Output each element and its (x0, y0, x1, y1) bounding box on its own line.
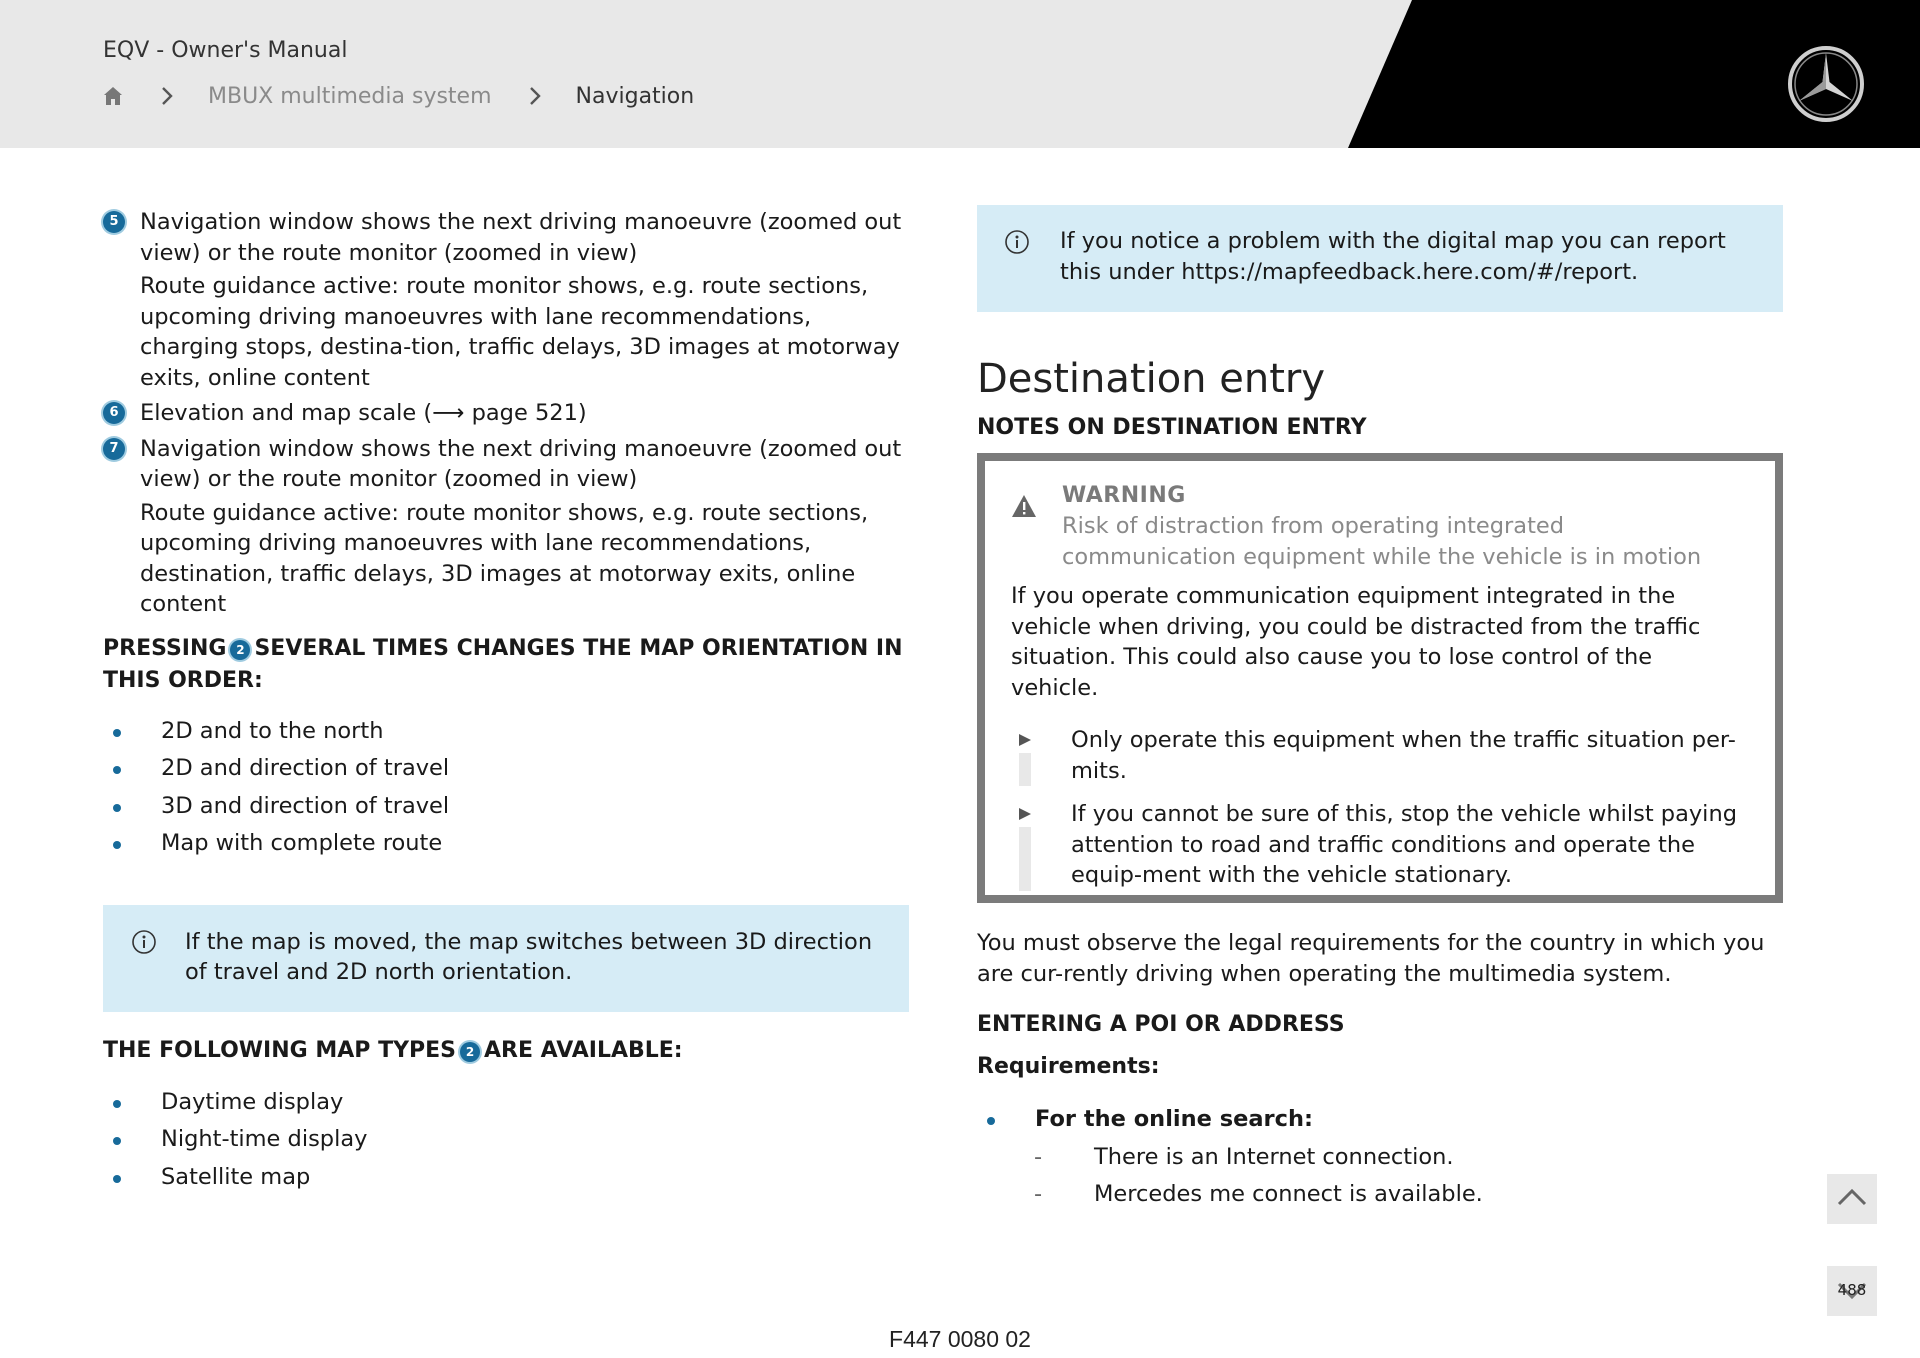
item-text-link[interactable]: Elevation and map scale (⟶ page 521) (140, 400, 587, 426)
map-types-list (103, 1084, 913, 1197)
orientation-list (103, 713, 913, 863)
document-title: EQV - Owner's Manual (103, 38, 348, 63)
sub-list-item: - Mercedes me connect is available. (977, 1176, 1783, 1214)
list-item: Satellite map (103, 1159, 913, 1197)
header (0, 0, 1920, 148)
breadcrumb-item-navigation: Navigation (575, 83, 695, 109)
pressing-heading: PRESSING 2 SEVERAL TIMES CHANGES THE MAP ORIENTATION IN THIS ORDER: (103, 635, 903, 693)
numbered-item (103, 207, 913, 393)
warning-header (1011, 481, 1739, 572)
info-icon (1004, 229, 1030, 255)
warning-step-text: Only operate this equipment when the traffic situation per-mits. (1071, 727, 1736, 784)
info-note (103, 905, 909, 1012)
notes-heading: NOTES ON DESTINATION ENTRY (977, 415, 1367, 440)
warning-body: If you operate communication equipment integrated in the vehicle when driving, you could be distracted from the traffic situation. This could also cause you to lose control of the vehicle. (1011, 583, 1701, 701)
item-text: Route guidance active: route monitor shows, e.g. route sections, upcoming driving manoeuvres with lane recommendations, charging stops, destina-tion, traffic delays, 3D images at motorway exits, online content (140, 273, 900, 391)
warning-step-text: If you cannot be sure of this, stop the vehicle whilst paying attention to road and traffic conditions and operate the equip-ment with the vehicle stationary. (1071, 801, 1737, 888)
sub-list-item: - There is an Internet connection. (977, 1139, 1783, 1177)
info-icon (131, 929, 157, 955)
warning-triangle-icon (1011, 493, 1037, 519)
dash-marker: - (1034, 1181, 1043, 1207)
chevron-right-icon (528, 86, 542, 106)
numbered-item (103, 434, 913, 620)
warning-step (1011, 725, 1739, 786)
info-note-text[interactable]: If you notice a problem with the digital map you can report this under https://mapfeedback.here.com/#/report. (1060, 228, 1726, 285)
chevron-up-icon (1827, 1174, 1877, 1224)
map-types-heading: THE FOLLOWING MAP TYPES 2 ARE AVAILABLE: (103, 1037, 683, 1063)
list-item: 3D and direction of travel (103, 788, 913, 826)
step-arrow-icon (1019, 799, 1031, 891)
home-icon[interactable] (102, 85, 124, 107)
footer-code: F447 0080 02 (889, 1326, 1031, 1352)
left-column (103, 207, 913, 1196)
scroll-up-button[interactable] (1827, 1174, 1877, 1224)
step-arrow-icon (1019, 725, 1031, 786)
warning-step (1011, 799, 1739, 891)
list-item: For the online search: (977, 1101, 1783, 1139)
info-note (977, 205, 1783, 312)
number-badge: 7 (103, 438, 125, 460)
list-item: 2D and to the north (103, 713, 913, 751)
page-number: 488 (1837, 1281, 1867, 1299)
section-title: Destination entry (977, 356, 1326, 402)
number-badge: 2 (230, 640, 250, 660)
warning-subtitle: Risk of distraction from operating integrated communication equipment while the vehicle is in motion (1062, 513, 1702, 570)
numbered-item (103, 398, 913, 429)
breadcrumb (102, 80, 694, 112)
number-badge: 5 (103, 211, 125, 233)
number-badge: 2 (460, 1042, 480, 1062)
dash-marker: - (1034, 1143, 1043, 1170)
list-item: Daytime display (103, 1084, 913, 1122)
list-item: Night-time display (103, 1121, 913, 1159)
warning-box (977, 453, 1783, 903)
mercedes-star-logo (1786, 44, 1866, 124)
requirements-label: Requirements: (977, 1054, 1160, 1079)
requirements-list (977, 1101, 1783, 1139)
info-note-text: If the map is moved, the map switches between 3D direction of travel and 2D north orientation. (185, 928, 873, 985)
scroll-down-button[interactable] (1827, 1266, 1877, 1316)
item-text: Navigation window shows the next driving manoeuvre (zoomed out view) or the route monitor (zoomed in view) (140, 435, 902, 492)
number-badge: 6 (103, 402, 125, 424)
list-item: Map with complete route (103, 825, 913, 863)
warning-label: WARNING (1062, 483, 1186, 508)
item-text: Navigation window shows the next driving manoeuvre (zoomed out view) or the route monitor (zoomed in view) (140, 209, 902, 266)
list-item: 2D and direction of travel (103, 750, 913, 788)
entering-heading: ENTERING A POI OR ADDRESS (977, 1012, 1345, 1037)
chevron-right-icon (160, 86, 174, 106)
legal-text: You must observe the legal requirements for the country in which you are cur-rently driving when operating the multimedia system. (977, 930, 1765, 987)
item-text: Route guidance active: route monitor shows, e.g. route sections, upcoming driving manoeuvres with lane recommendations, destination, traffic delays, 3D images at motorway exits, online content (140, 499, 869, 617)
right-column (977, 205, 1783, 1214)
breadcrumb-item-mbux[interactable]: MBUX multimedia system (208, 83, 492, 109)
header-black-panel (0, 0, 1920, 148)
